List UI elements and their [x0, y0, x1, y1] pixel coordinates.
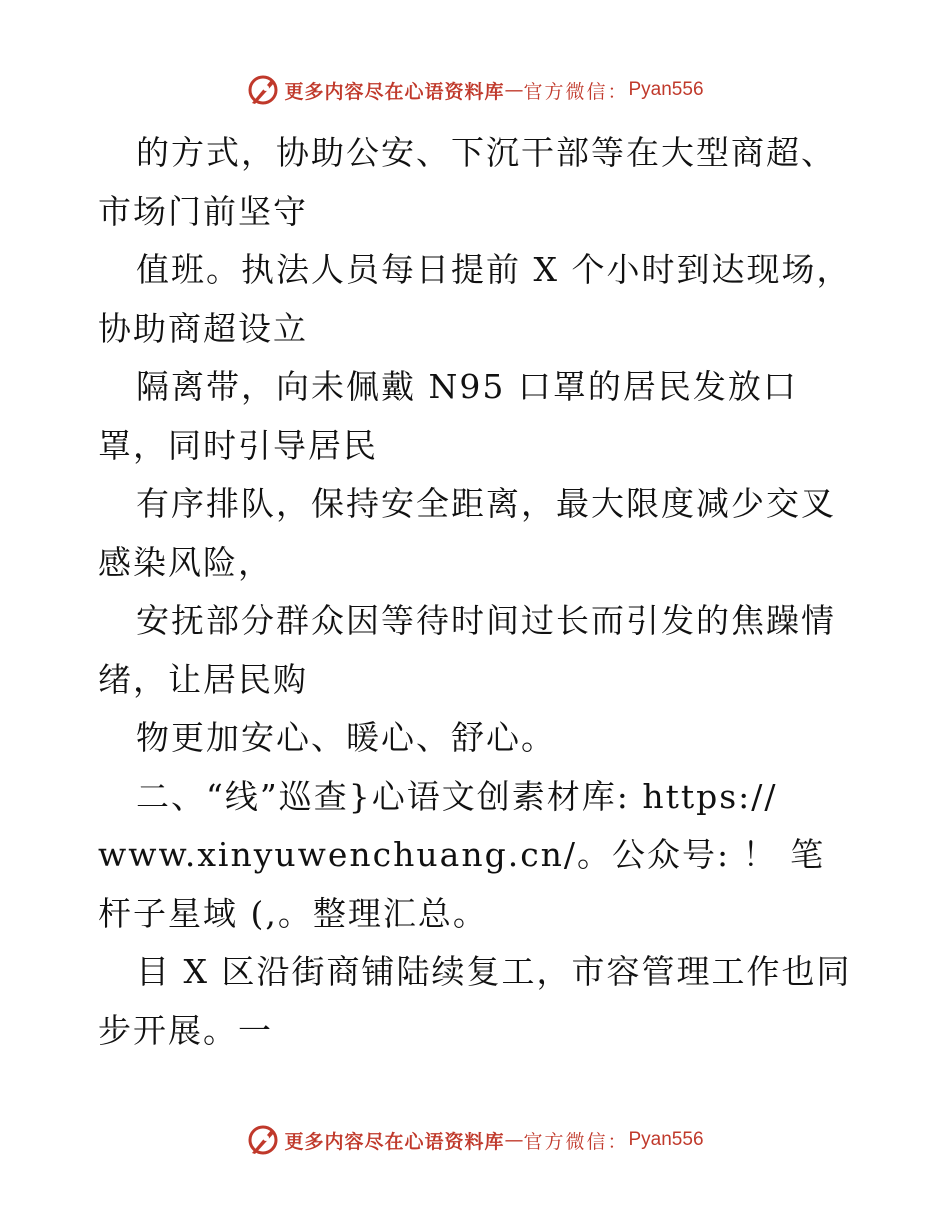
- document-body: [98, 124, 858, 1060]
- banner-wechat-id: Pyan556: [628, 1129, 704, 1150]
- paragraph: 有序排队，保持安全距离，最大限度减少交叉感染风险，: [98, 484, 836, 582]
- paragraph: 值班。执法人员每日提前 X 个小时到达现场，协助商超设立: [98, 250, 852, 348]
- quill-circle-logo-icon: [246, 73, 280, 107]
- banner-dash: —: [504, 79, 524, 101]
- banner-brand-text: 更多内容尽在心语资料库: [284, 1130, 505, 1153]
- paragraph: 的方式，协助公安、下沉干部等在大型商超、市场门前坚守: [98, 133, 836, 231]
- paragraph: 二、“线”巡查}心语文创素材库: https:// www.xinyuwenchuang.cn/。公众号: ！ 笔杆子星域 (,。整理汇总。: [98, 776, 826, 933]
- banner-wechat-id: Pyan556: [628, 79, 704, 100]
- banner-official-label: 官方微信：: [523, 80, 629, 103]
- quill-circle-logo-icon: [246, 1123, 280, 1157]
- paragraph: 安抚部分群众因等待时间过长而引发的焦躁情绪，让居民购: [98, 601, 836, 699]
- banner-dash: —: [504, 1129, 524, 1151]
- paragraph: 隔离带，向未佩戴 N95 口罩的居民发放口罩，同时引导居民: [98, 367, 798, 465]
- header-watermark-banner: [0, 70, 950, 110]
- banner-brand-text: 更多内容尽在心语资料库: [284, 80, 505, 103]
- footer-watermark-banner: [0, 1120, 950, 1160]
- paragraph: 物更加安心、暖心、舒心。: [136, 718, 556, 757]
- paragraph: 目 X 区沿街商铺陆续复工，市容管理工作也同步开展。一: [98, 952, 852, 1050]
- banner-official-label: 官方微信：: [523, 1130, 629, 1153]
